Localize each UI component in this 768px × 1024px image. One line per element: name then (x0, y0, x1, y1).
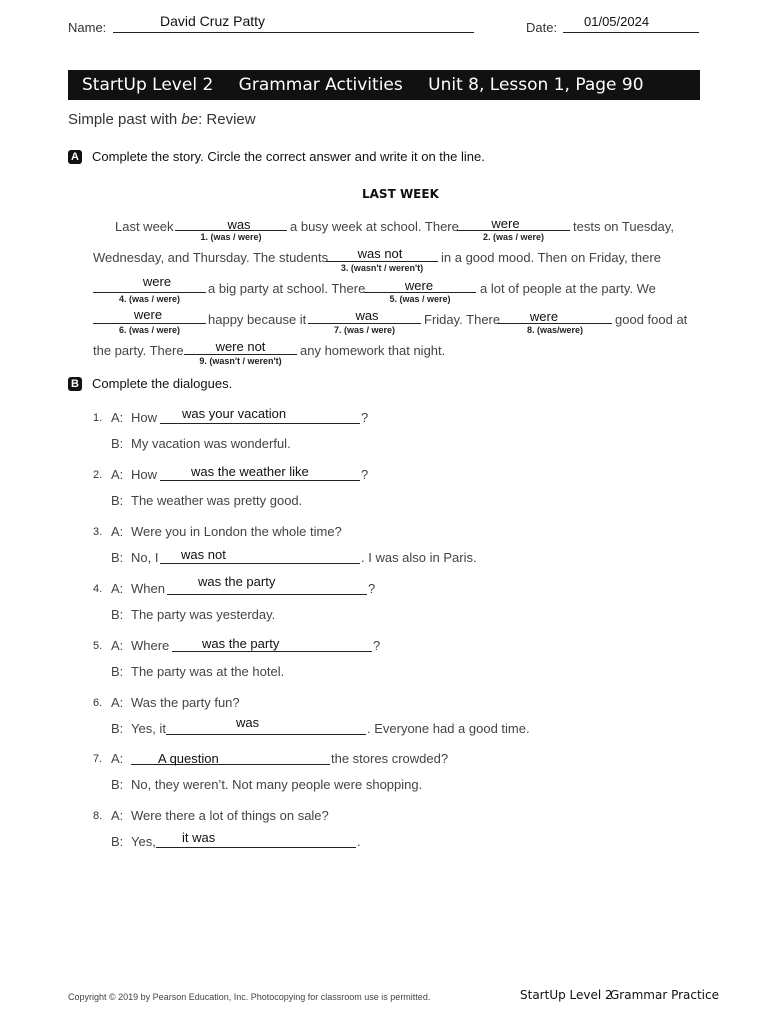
story-text-3: tests on Tuesday, (573, 219, 674, 234)
item-5-a-pre: Where (131, 638, 170, 653)
item-6-answer[interactable]: was (236, 715, 260, 730)
item-4-num: 4. (93, 583, 103, 595)
item-6-a-text: Was the party fun? (131, 695, 240, 710)
banner-level: StartUp Level 2 (82, 75, 214, 95)
item-3-b-pre: No, I (131, 550, 159, 565)
name-label: Name: (68, 20, 107, 35)
item-1-b-label: B: (111, 436, 124, 451)
item-1-b-text: My vacation was wonderful. (131, 436, 291, 451)
item-2-a-post: ? (361, 467, 369, 482)
story-text-12: any homework that night. (300, 343, 446, 358)
item-3-answer[interactable]: was not (181, 547, 226, 562)
item-6-num: 6. (93, 697, 103, 709)
item-5-b-text: The party was at the hotel. (131, 664, 285, 679)
story-title: LAST WEEK (362, 187, 439, 201)
item-2-num: 2. (93, 469, 103, 481)
item-3-b-post: . I was also in Paris. (361, 550, 477, 565)
blank-4-hint: 4. (was / were) (118, 294, 181, 304)
item-4-answer[interactable]: was the party (198, 574, 276, 589)
story-text-5: in a good mood. Then on Friday, there (441, 250, 661, 265)
blank-7-hint: 7. (was / were) (333, 325, 396, 335)
blank-6-line (93, 323, 206, 324)
item-2-a-label: A: (111, 467, 124, 482)
name-line (113, 32, 474, 33)
story-text-4: Wednesday, and Thursday. The students (93, 250, 329, 265)
blank-8-hint: 8. (was/were) (526, 325, 584, 335)
item-6-a-label: A: (111, 695, 124, 710)
item-1-a-pre: How (131, 410, 158, 425)
blank-1-hint: 1. (was / were) (200, 232, 262, 242)
item-5-num: 5. (93, 640, 103, 652)
item-4-b-label: B: (111, 607, 124, 622)
footer-copyright: Copyright © 2019 by Pearson Education, Inc. Photocopying for classroom use is permitted. (68, 992, 431, 1002)
item-7-a-label: A: (111, 751, 124, 766)
blank-6-hint: 6. (was / were) (118, 325, 181, 335)
blank-5-hint: 5. (was / were) (389, 294, 451, 304)
date-label: Date: (526, 20, 558, 35)
blank-3-line (326, 261, 438, 262)
item-6-b-post: . Everyone had a good time. (367, 721, 530, 736)
item-7-num: 7. (93, 753, 103, 765)
page-subtitle (68, 111, 256, 128)
item-5-a-post: ? (373, 638, 381, 653)
footer-level: StartUp Level 2 (520, 988, 613, 1002)
subtitle-italic: be (181, 111, 199, 128)
item-1-a-label: A: (111, 410, 124, 425)
item-3-line (160, 563, 360, 564)
item-2-line (160, 480, 360, 481)
item-6-b-label: B: (111, 721, 124, 736)
item-8-a-text: Were there a lot of things on sale? (131, 808, 329, 823)
blank-2-answer[interactable]: were (491, 216, 520, 231)
title-banner (68, 70, 700, 100)
item-4-a-label: A: (111, 581, 124, 596)
item-8-b-label: B: (111, 834, 124, 849)
blank-9-hint: 9. (wasn't / weren't) (199, 356, 282, 366)
item-8-line (156, 847, 356, 848)
blank-9-line (184, 354, 297, 355)
item-3-b-label: B: (111, 550, 124, 565)
banner-lesson: Unit 8, Lesson 1, Page 90 (428, 75, 644, 95)
name-field[interactable]: David Cruz Patty (160, 13, 266, 29)
story-text-6: a big party at school. There (208, 281, 366, 296)
part-a-instruction: Complete the story. Circle the correct answer and write it on the line. (92, 149, 485, 164)
item-3-a-label: A: (111, 524, 124, 539)
story-text-1: Last week (115, 219, 174, 234)
item-1-num: 1. (93, 412, 103, 424)
blank-4-answer[interactable]: were (142, 274, 172, 289)
item-5-answer[interactable]: was the party (202, 636, 280, 651)
blank-5-answer[interactable]: were (404, 278, 434, 293)
blank-3-answer[interactable]: was not (357, 246, 403, 261)
blank-7-line (308, 323, 421, 324)
item-7-answer[interactable]: A question (158, 751, 219, 766)
item-7-b-text: No, they weren’t. Not many people were shopping. (131, 777, 423, 792)
blank-7-answer[interactable]: was (355, 308, 379, 323)
item-4-a-post: ? (368, 581, 376, 596)
subtitle-prefix: Simple past with (68, 111, 182, 128)
item-2-answer[interactable]: was the weather like (191, 464, 309, 479)
story-text-8: happy because it (208, 312, 307, 327)
item-5-b-label: B: (111, 664, 124, 679)
part-a-badge: A (68, 150, 82, 164)
subtitle-suffix: : Review (198, 111, 256, 128)
part-b-badge: B (68, 377, 82, 391)
item-5-a-label: A: (111, 638, 124, 653)
story-text-9: Friday. There (424, 312, 501, 327)
story-text-11: the party. There (93, 343, 184, 358)
date-line (563, 32, 699, 33)
item-1-a-post: ? (361, 410, 369, 425)
item-2-a-pre: How (131, 467, 158, 482)
story-text-2: a busy week at school. There (290, 219, 459, 234)
part-b-instruction: Complete the dialogues. (92, 376, 233, 391)
item-2-b-text: The weather was pretty good. (131, 493, 303, 508)
story-text-7: a lot of people at the party. We (480, 281, 656, 296)
item-7-a-post: the stores crowded? (331, 751, 449, 766)
blank-8-answer[interactable]: were (529, 309, 559, 324)
blank-3-hint: 3. (wasn't / weren't) (340, 263, 424, 273)
item-4-a-pre: When (131, 581, 165, 596)
blank-9-answer[interactable]: were not (215, 339, 266, 354)
item-6-b-pre: Yes, it (131, 721, 166, 736)
item-8-a-label: A: (111, 808, 124, 823)
blank-4-line (93, 292, 206, 293)
date-field[interactable]: 01/05/2024 (584, 14, 650, 29)
item-3-a-text: Were you in London the whole time? (131, 524, 342, 539)
item-6-line (166, 734, 366, 735)
item-1-line (160, 423, 360, 424)
item-8-b-post: . (357, 834, 361, 849)
item-2-b-label: B: (111, 493, 124, 508)
blank-1-answer[interactable]: was (227, 217, 251, 232)
item-1-answer[interactable]: was your vacation (182, 406, 287, 421)
story-text-10: good food at (615, 312, 688, 327)
item-5-line (172, 651, 372, 652)
item-4-line (167, 594, 367, 595)
item-8-num: 8. (93, 810, 103, 822)
item-8-answer[interactable]: it was (182, 830, 216, 845)
item-8-b-pre: Yes, (131, 834, 156, 849)
footer-title: Grammar Practice (610, 988, 719, 1002)
item-7-b-label: B: (111, 777, 124, 792)
item-3-num: 3. (93, 526, 103, 538)
banner-section: Grammar Activities (238, 75, 403, 95)
blank-6-answer[interactable]: were (133, 307, 163, 322)
blank-2-hint: 2. (was / were) (482, 232, 545, 242)
item-4-b-text: The party was yesterday. (131, 607, 276, 622)
